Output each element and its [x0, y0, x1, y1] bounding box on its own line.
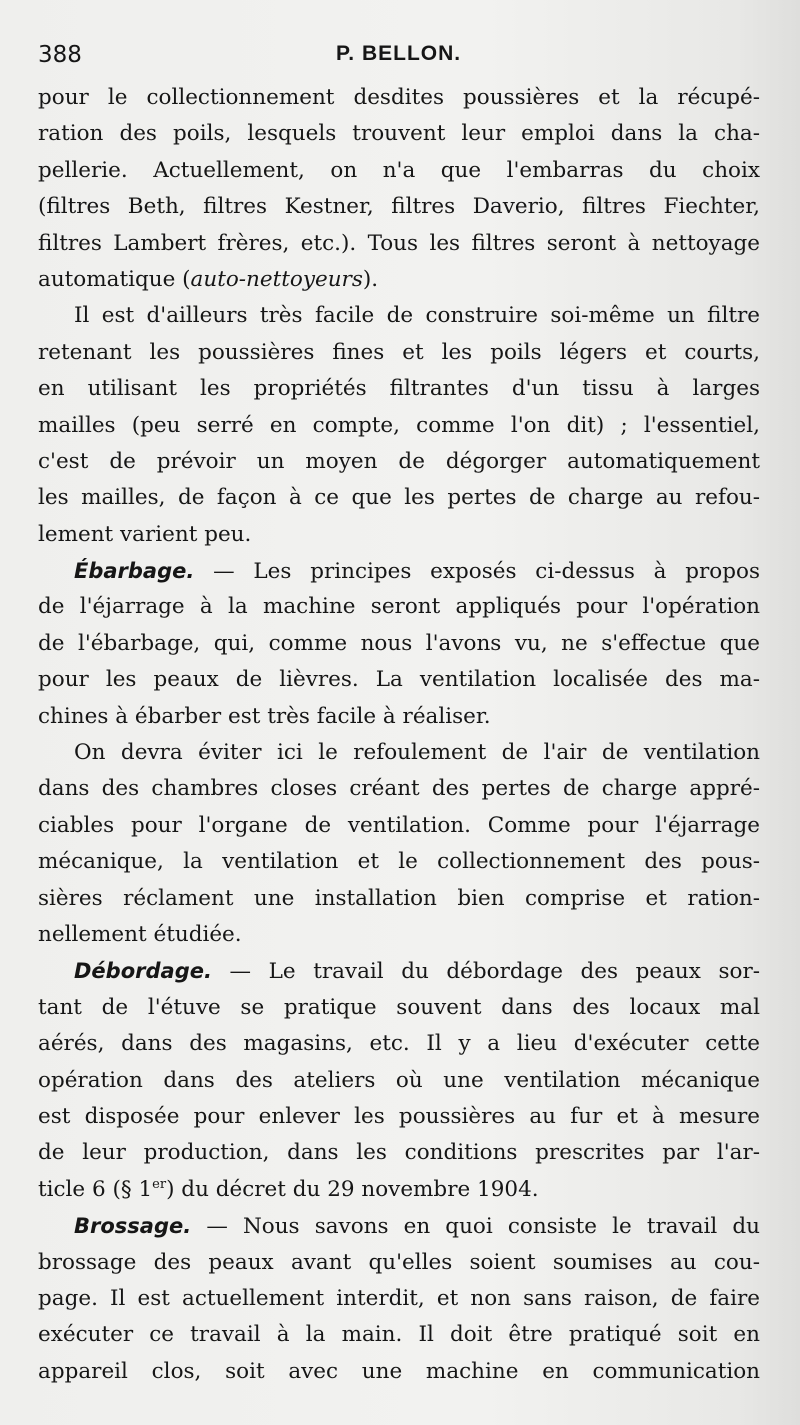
text-line: de l'éjarrage à la machine seront appliqués pour l'opération	[38, 594, 760, 620]
section-title-brossage: Brossage.	[74, 1214, 192, 1239]
italic-term: auto-nettoyeurs	[190, 266, 363, 292]
section-title-debordage: Débordage.	[74, 959, 212, 984]
text-line: pour les peaux de lièvres. La ventilation localisée des ma-	[38, 667, 760, 693]
section-debordage	[38, 953, 760, 1208]
text-line: de l'ébarbage, qui, comme nous l'avons vu, ne s'effectue que	[38, 630, 760, 656]
text-line: Il est d'ailleurs très facile de construire soi-même un filtre	[74, 303, 760, 329]
text-line: (filtres Beth, filtres Kestner, filtres Daverio, filtres Fiechter,	[38, 194, 760, 220]
text-line: lement varient peu.	[38, 521, 252, 547]
text-line: de leur production, dans les conditions prescrites par l'ar-	[38, 1140, 760, 1166]
text-line: sières réclament une installation bien comprise et ration-	[38, 885, 760, 911]
paragraph-ventilation	[38, 735, 760, 953]
page-number: 388	[38, 42, 82, 68]
text-fragment: ) du décret du 29 novembre 1904.	[166, 1176, 539, 1202]
superscript: er	[152, 1176, 167, 1192]
text-line: est disposée pour enlever les poussières au fur et à mesure	[38, 1103, 760, 1129]
text-line: mécanique, la ventilation et le collectionnement des pous-	[38, 849, 760, 875]
text-fragment: — Les principes exposés ci-dessus à propos	[194, 559, 760, 585]
text-line: On devra éviter ici le refoulement de l'air de ventilation	[74, 740, 760, 766]
text-line: pour le collectionnement desdites poussières et la récupé-	[38, 85, 760, 110]
text-line: opération dans des ateliers où une ventilation mécanique	[38, 1067, 760, 1093]
text-line: dans des chambres closes créant des pertes de charge appré-	[38, 776, 760, 802]
text-fragment: ).	[362, 266, 379, 292]
running-head: P. BELLON.	[336, 42, 462, 65]
text-fragment: automatique (	[38, 266, 191, 292]
text-line: mailles (peu serré en compte, comme l'on dit) ; l'essentiel,	[38, 412, 760, 438]
text-fragment: — Nous savons en quoi consiste le travail du	[191, 1214, 760, 1240]
paragraph-homemade-filter	[38, 298, 760, 553]
text-line: tant de l'étuve se pratique souvent dans des locaux mal	[38, 994, 760, 1020]
text-line	[38, 953, 760, 989]
text-line: retenant les poussières fines et les poils légers et courts,	[38, 339, 760, 365]
section-ebarbage	[38, 553, 760, 735]
text-line: brossage des peaux avant qu'elles soient soumises au cou-	[38, 1249, 760, 1275]
text-line	[38, 553, 760, 589]
paragraph-filters	[38, 80, 760, 298]
text-line: ration des poils, lesquels trouvent leur emploi dans la cha-	[38, 121, 760, 147]
text-line: nellement étudiée.	[38, 921, 242, 947]
text-line: appareil clos, soit avec une machine en communication	[38, 1358, 760, 1384]
page-header	[38, 40, 758, 80]
section-brossage	[38, 1208, 760, 1390]
text-fragment: ticle 6 (§ 1	[38, 1176, 153, 1202]
text-line: chines à ébarber est très facile à réaliser.	[38, 703, 491, 729]
text-line	[38, 1172, 760, 1208]
text-line: c'est de prévoir un moyen de dégorger automatiquement	[38, 448, 760, 474]
text-line: page. Il est actuellement interdit, et non sans raison, de faire	[38, 1285, 760, 1311]
text-line: en utilisant les propriétés filtrantes d'un tissu à larges	[38, 376, 760, 402]
section-title-ebarbage: Ébarbage.	[74, 559, 195, 584]
text-line: exécuter ce travail à la main. Il doit être pratiqué soit en	[38, 1322, 760, 1348]
text-line	[38, 262, 760, 298]
text-line: pellerie. Actuellement, on n'a que l'embarras du choix	[38, 157, 760, 183]
text-line	[38, 1208, 760, 1244]
text-line: ciables pour l'organe de ventilation. Comme pour l'éjarrage	[38, 812, 760, 838]
text-line: filtres Lambert frères, etc.). Tous les filtres seront à nettoyage	[38, 230, 760, 256]
text-line: aérés, dans des magasins, etc. Il y a lieu d'exécuter cette	[38, 1031, 760, 1057]
text-fragment: — Le travail du débordage des peaux sor-	[211, 959, 760, 985]
text-line: les mailles, de façon à ce que les pertes de charge au refou-	[38, 485, 760, 511]
body-text	[38, 80, 760, 1390]
